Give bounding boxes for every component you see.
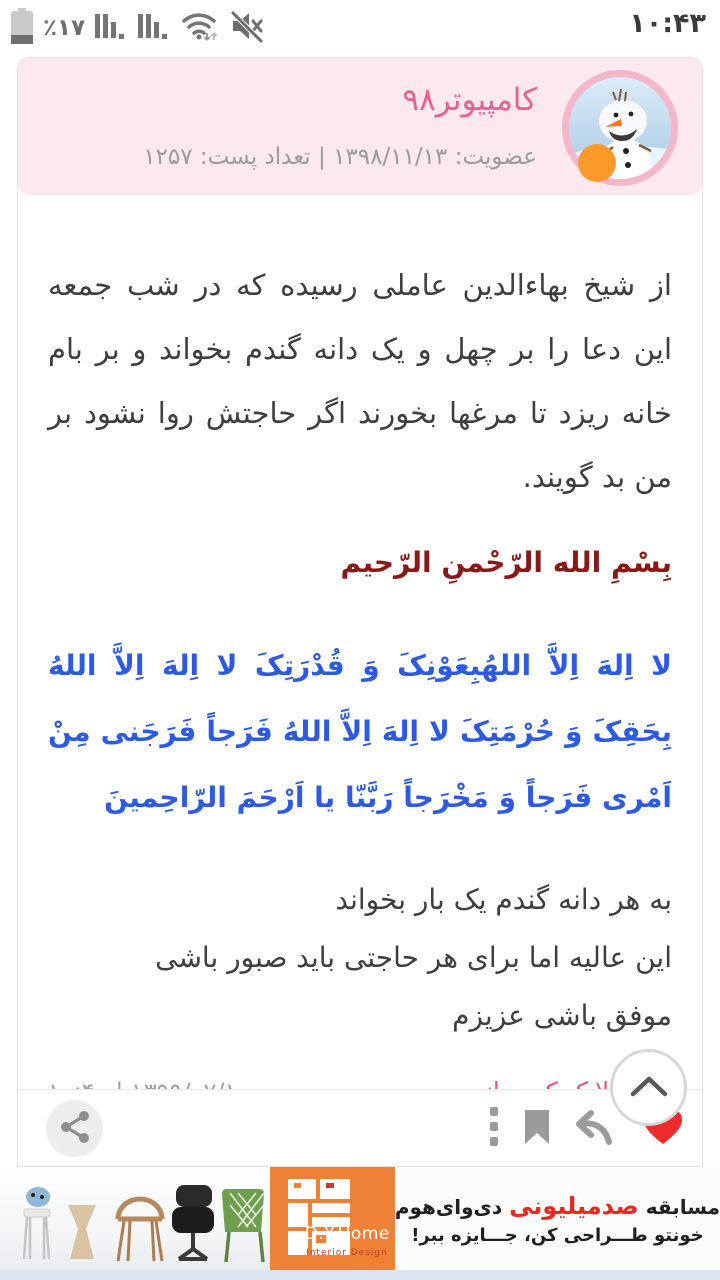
post-paragraph-intro: از شیخ بهاءالدین عاملی رسیده که در شب جمعه این دعا را بر چهل و یک دانه گندم بخواند و بر بام خانه ریزد تا مرغها بخورند اگر حاجتش روا نشود بر من بد گویند. [48, 268, 672, 494]
more-options-button[interactable] [489, 1105, 499, 1153]
ad-chairs-image [0, 1167, 270, 1270]
share-icon [59, 1110, 91, 1148]
kebab-menu-icon [489, 1105, 499, 1153]
ad-headline-highlight: صدمیلیونی [509, 1191, 639, 1220]
bottom-strip [0, 1270, 720, 1280]
chevron-up-icon [630, 1075, 668, 1101]
post-author-header [18, 58, 702, 195]
ad-banner[interactable] [0, 1167, 720, 1270]
signal-icon [137, 10, 171, 46]
clock-time: ۱۰:۴۳ [629, 8, 706, 39]
post-paragraph-outro [48, 871, 672, 1045]
prayer-text: لا اِلهَ اِلاَّ اللهُبِعَوْنِکَ وَ قُدْرَتِکَ لا اِلهَ اِلاَّ اللهُ بِحَقِکَ وَ حُرْمَتِکَ لا اِلهَ اِلاَّ اللهُ فَرَجاً فَرَجَنی مِنْ اَمْری فَرَجاً وَ مَخْرَجاً رَبَّنّا یا اَرْحَمَ الرّاحِمینَ [48, 649, 672, 814]
ad-headline-suffix: دی‌وای‌هوم [394, 1194, 510, 1219]
status-bar [0, 0, 720, 50]
ad-headline [395, 1192, 720, 1220]
ad-subline: خونتو طـــراحی کن، جـــایزه ببر! [411, 1224, 704, 1246]
scroll-to-top-button[interactable] [610, 1049, 687, 1126]
ad-brand-name: D.Y.Home [304, 1224, 390, 1244]
status-icons [10, 8, 263, 48]
signal-icon [94, 10, 128, 46]
outro-line: موفق باشی عزیزم [452, 999, 672, 1032]
bookmark-button[interactable] [522, 1108, 552, 1150]
author-membership-info: عضویت: ۱۳۹۸/۱۱/۱۳ | تعداد پست: ۱۲۵۷ [143, 144, 537, 170]
ad-brand-subtitle: Interior Design [306, 1248, 388, 1258]
forum-post-card [17, 57, 703, 1167]
outro-line: این عالیه اما برای هر حاجتی باید صبور باشی [155, 941, 672, 974]
battery-percent: ٪۱۷ [43, 15, 86, 41]
online-status-badge [578, 144, 616, 182]
post-body [18, 195, 702, 1106]
reply-button[interactable] [575, 1109, 619, 1149]
ad-brand-logo [270, 1167, 395, 1270]
mute-icon [229, 9, 263, 47]
ad-headline-prefix: مسابقه [638, 1194, 720, 1219]
author-username[interactable]: کامپیوتر۹۸ [402, 82, 537, 118]
bookmark-icon [522, 1108, 552, 1150]
reply-icon [575, 1109, 619, 1149]
bismillah-text: بِسْمِ الله الرّحْمنِ الرّحیم [340, 546, 672, 579]
avatar[interactable] [562, 70, 680, 188]
post-action-bar [18, 1089, 702, 1166]
ad-copy [395, 1167, 720, 1270]
share-button[interactable] [46, 1100, 103, 1157]
battery-icon [10, 8, 34, 48]
wifi-icon [180, 9, 220, 47]
outro-line: به هر دانه گندم یک بار بخواند [335, 883, 672, 916]
